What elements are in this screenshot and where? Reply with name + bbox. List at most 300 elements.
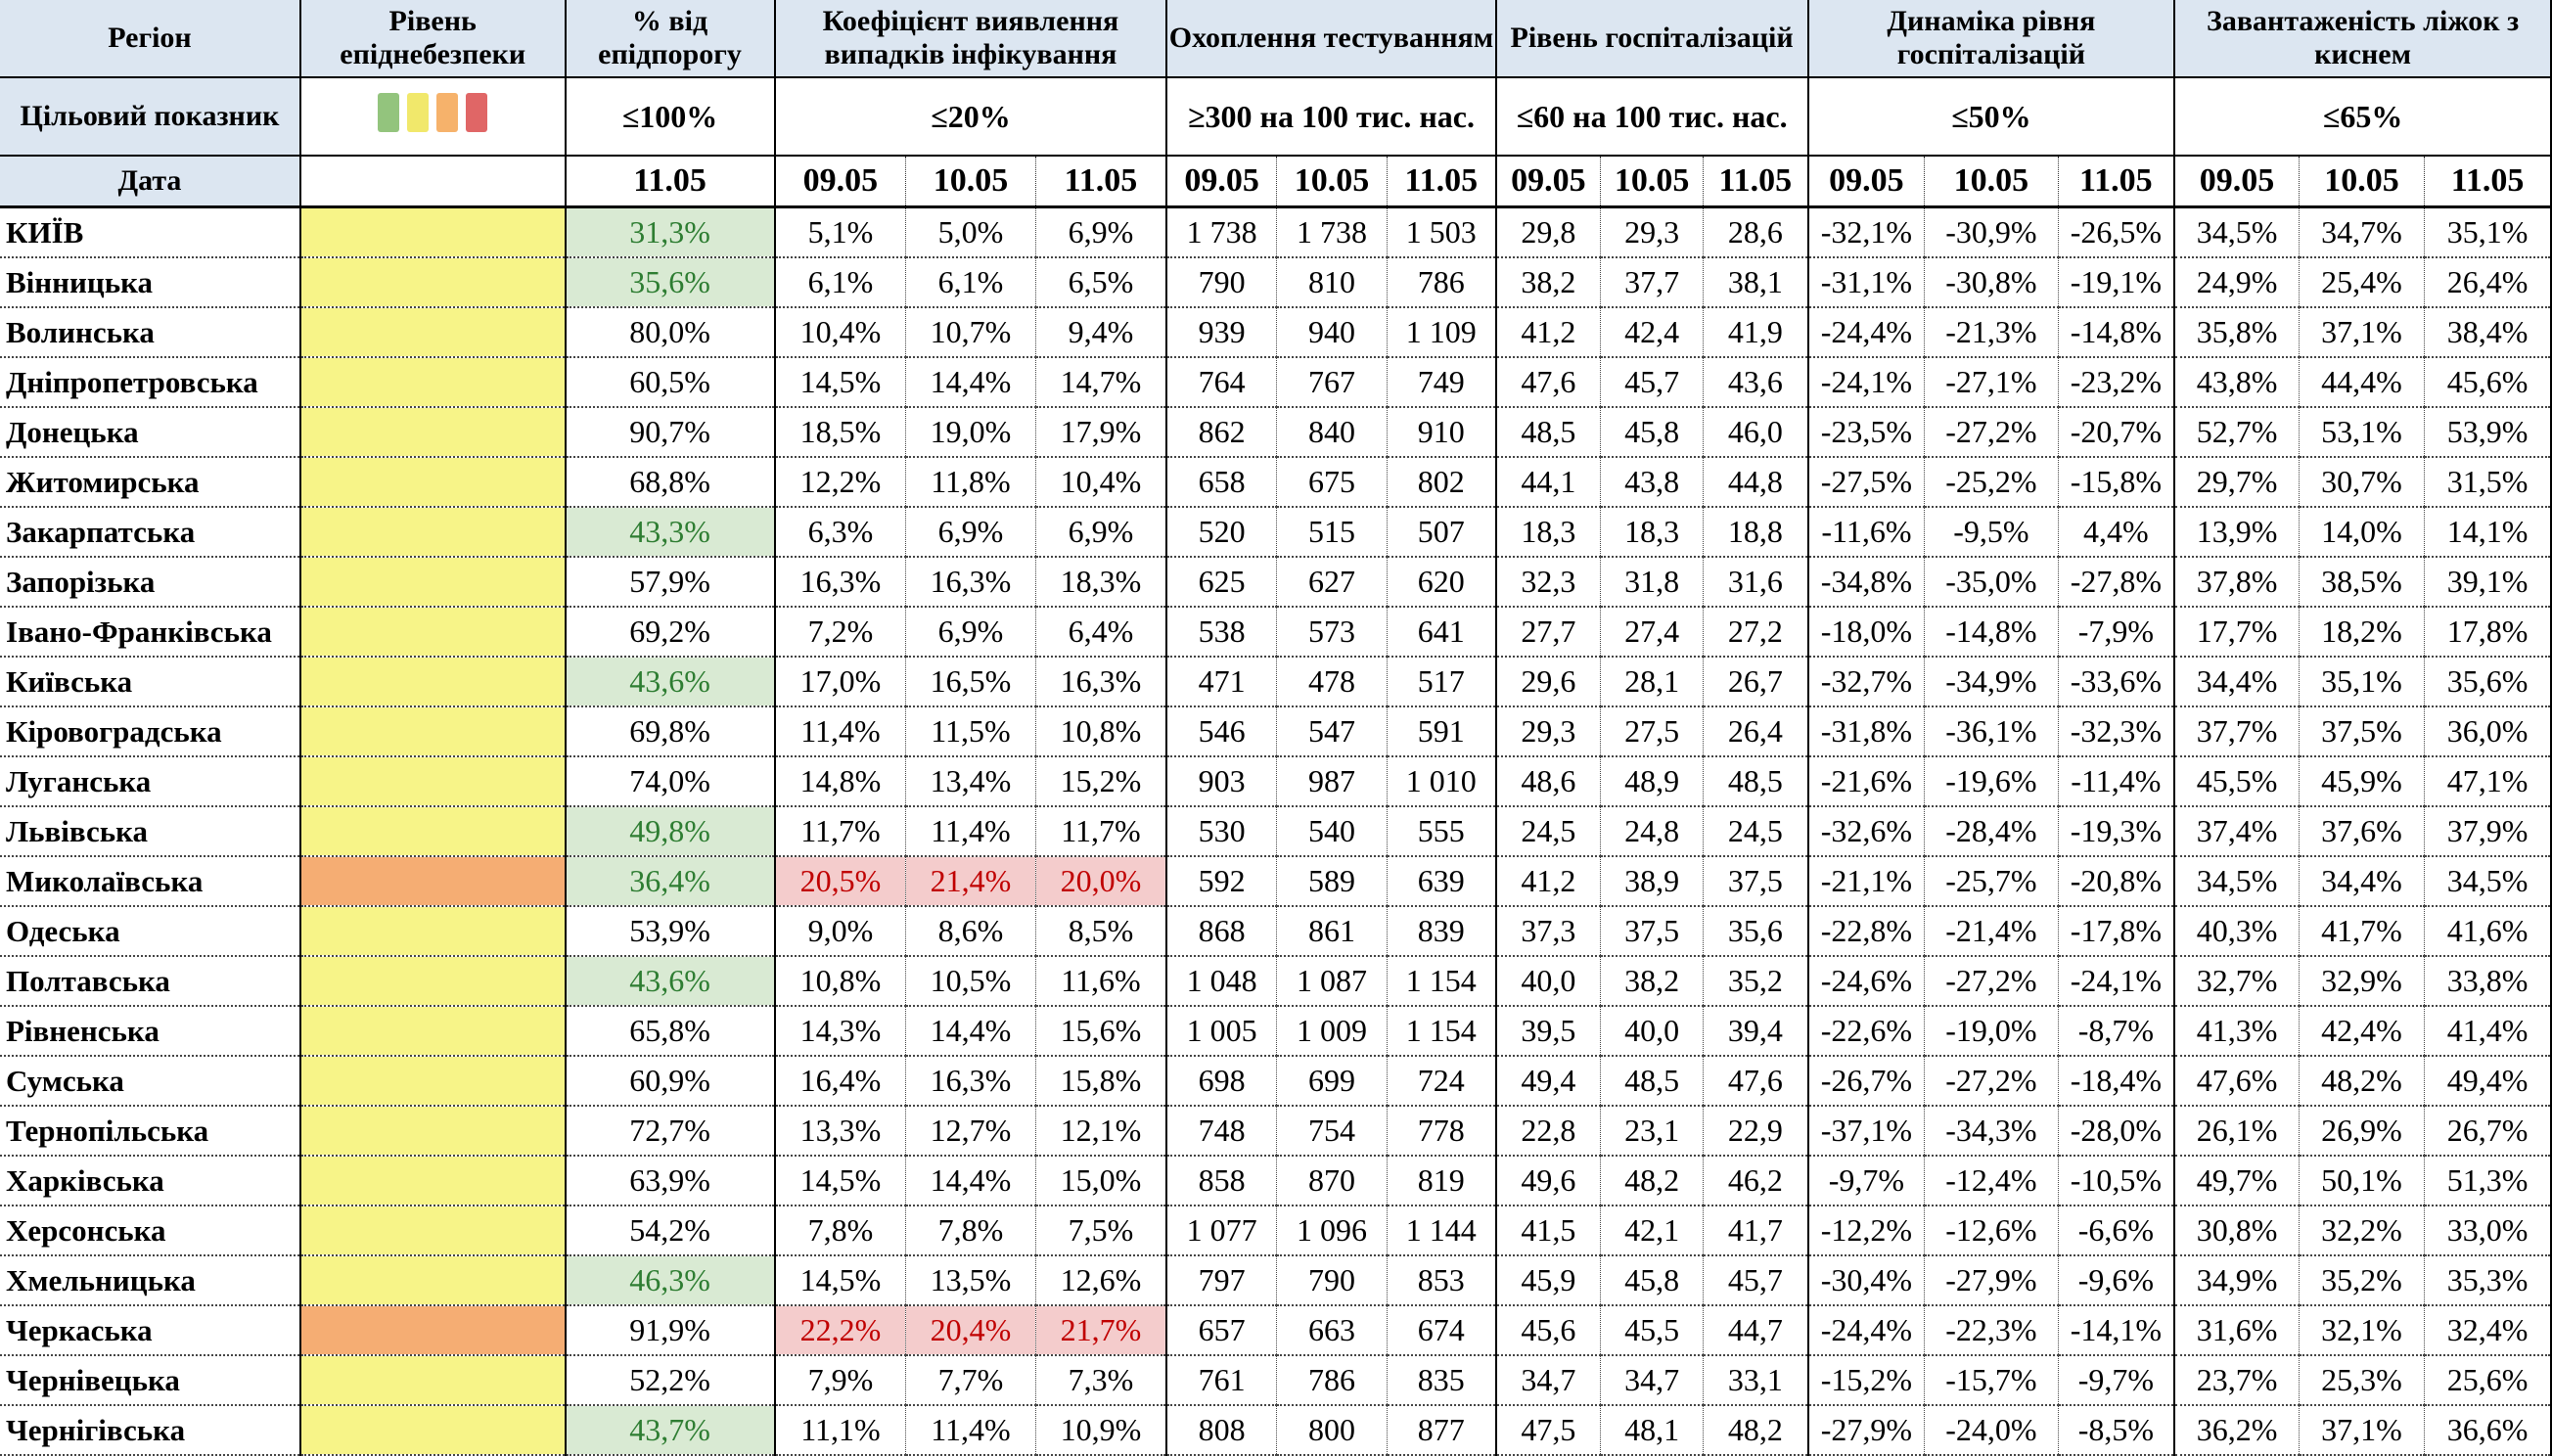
hosp-dyn-cell: -19,1% — [2058, 257, 2174, 307]
hosp-cell: 41,9 — [1704, 307, 1808, 357]
header-testing: Охоплення тестуванням — [1166, 0, 1495, 77]
hosp-dyn-cell: -24,1% — [1808, 357, 1925, 407]
oxygen-cell: 41,4% — [2425, 1006, 2551, 1056]
legend-swatch — [436, 93, 458, 132]
level-cell — [300, 706, 566, 756]
level-cell — [300, 756, 566, 806]
hosp-cell: 27,5 — [1601, 706, 1704, 756]
detection-cell: 18,5% — [775, 407, 906, 457]
hosp-dyn-cell: -26,7% — [1808, 1056, 1925, 1106]
testing-cell: 699 — [1276, 1056, 1387, 1106]
target-hosp-dyn: ≤50% — [1808, 77, 2175, 156]
detection-cell: 6,5% — [1035, 257, 1166, 307]
detection-cell: 12,6% — [1035, 1255, 1166, 1305]
testing-cell: 555 — [1388, 806, 1496, 856]
hosp-dyn-cell: -28,4% — [1925, 806, 2058, 856]
hosp-dyn-cell: -21,6% — [1808, 756, 1925, 806]
region-name: Чернігівська — [0, 1405, 300, 1455]
region-name: Херсонська — [0, 1206, 300, 1255]
testing-cell: 520 — [1166, 507, 1276, 557]
hosp-dyn-cell: -22,6% — [1808, 1006, 1925, 1056]
target-hosp: ≤60 на 100 тис. нас. — [1496, 77, 1808, 156]
table-row — [0, 207, 2551, 258]
pct-threshold-cell: 43,7% — [566, 1405, 775, 1455]
hosp-cell: 18,8 — [1704, 507, 1808, 557]
table-row — [0, 706, 2551, 756]
level-cell — [300, 856, 566, 906]
detection-cell: 11,4% — [906, 806, 1035, 856]
testing-cell: 858 — [1166, 1156, 1276, 1206]
oxygen-cell: 41,6% — [2425, 906, 2551, 956]
testing-cell: 839 — [1388, 906, 1496, 956]
detection-cell: 15,6% — [1035, 1006, 1166, 1056]
date-cell: 09.05 — [1166, 156, 1276, 207]
detection-cell: 7,8% — [775, 1206, 906, 1255]
hosp-dyn-cell: -27,2% — [1925, 1056, 2058, 1106]
hosp-cell: 49,4 — [1496, 1056, 1601, 1106]
hosp-cell: 47,6 — [1496, 357, 1601, 407]
hosp-cell: 37,5 — [1601, 906, 1704, 956]
testing-cell: 573 — [1276, 607, 1387, 657]
testing-cell: 625 — [1166, 557, 1276, 607]
oxygen-cell: 35,2% — [2299, 1255, 2424, 1305]
detection-cell: 5,1% — [775, 207, 906, 258]
detection-cell: 20,4% — [906, 1305, 1035, 1355]
region-name: Луганська — [0, 756, 300, 806]
hosp-dyn-cell: -15,7% — [1925, 1355, 2058, 1405]
pct-threshold-cell: 80,0% — [566, 307, 775, 357]
hosp-dyn-cell: -27,1% — [1925, 357, 2058, 407]
testing-cell: 724 — [1388, 1056, 1496, 1106]
testing-cell: 862 — [1166, 407, 1276, 457]
date-row — [0, 156, 2551, 207]
hosp-dyn-cell: -8,5% — [2058, 1405, 2174, 1455]
hosp-cell: 33,1 — [1704, 1355, 1808, 1405]
region-name: Дніпропетровська — [0, 357, 300, 407]
hosp-cell: 45,7 — [1601, 357, 1704, 407]
oxygen-cell: 53,1% — [2299, 407, 2424, 457]
table-row — [0, 1255, 2551, 1305]
oxygen-cell: 41,3% — [2174, 1006, 2299, 1056]
detection-cell: 15,0% — [1035, 1156, 1166, 1206]
pct-threshold-cell: 53,9% — [566, 906, 775, 956]
header-hosp-dyn: Динаміка рівня госпіталізацій — [1808, 0, 2175, 77]
hosp-dyn-cell: -32,6% — [1808, 806, 1925, 856]
detection-cell: 11,1% — [775, 1405, 906, 1455]
oxygen-cell: 25,4% — [2299, 257, 2424, 307]
detection-cell: 6,9% — [906, 607, 1035, 657]
detection-cell: 16,3% — [906, 1056, 1035, 1106]
hosp-cell: 27,4 — [1601, 607, 1704, 657]
table-row — [0, 1106, 2551, 1156]
testing-cell: 1 503 — [1388, 207, 1496, 258]
date-cell: 09.05 — [775, 156, 906, 207]
target-pct-threshold: ≤100% — [566, 77, 775, 156]
pct-threshold-cell: 43,6% — [566, 956, 775, 1006]
detection-cell: 6,1% — [906, 257, 1035, 307]
level-cell — [300, 1355, 566, 1405]
hosp-dyn-cell: -21,1% — [1808, 856, 1925, 906]
hosp-cell: 47,6 — [1704, 1056, 1808, 1106]
target-oxygen: ≤65% — [2174, 77, 2551, 156]
detection-cell: 11,8% — [906, 457, 1035, 507]
hosp-dyn-cell: -23,5% — [1808, 407, 1925, 457]
hosp-cell: 45,5 — [1601, 1305, 1704, 1355]
hosp-dyn-cell: -34,3% — [1925, 1106, 2058, 1156]
hosp-cell: 45,8 — [1601, 1255, 1704, 1305]
level-cell — [300, 1255, 566, 1305]
legend-swatch — [378, 93, 399, 132]
oxygen-cell: 35,6% — [2425, 657, 2551, 706]
table-row — [0, 257, 2551, 307]
pct-threshold-cell: 63,9% — [566, 1156, 775, 1206]
hosp-cell: 46,0 — [1704, 407, 1808, 457]
oxygen-cell: 37,4% — [2174, 806, 2299, 856]
table-row — [0, 507, 2551, 557]
table-row — [0, 906, 2551, 956]
header-detection: Коефіцієнт виявлення випадків інфікування — [775, 0, 1167, 77]
testing-cell: 1 738 — [1276, 207, 1387, 258]
testing-cell: 1 009 — [1276, 1006, 1387, 1056]
hosp-dyn-cell: -19,6% — [1925, 756, 2058, 806]
hosp-cell: 41,2 — [1496, 307, 1601, 357]
oxygen-cell: 35,1% — [2299, 657, 2424, 706]
testing-cell: 903 — [1166, 756, 1276, 806]
hosp-cell: 38,9 — [1601, 856, 1704, 906]
level-cell — [300, 457, 566, 507]
hosp-dyn-cell: -12,6% — [1925, 1206, 2058, 1255]
region-name: Одеська — [0, 906, 300, 956]
hosp-dyn-cell: -14,8% — [1925, 607, 2058, 657]
detection-cell: 11,7% — [1035, 806, 1166, 856]
detection-cell: 10,4% — [1035, 457, 1166, 507]
region-name: Сумська — [0, 1056, 300, 1106]
level-cell — [300, 507, 566, 557]
oxygen-cell: 47,6% — [2174, 1056, 2299, 1106]
hosp-dyn-cell: -25,7% — [1925, 856, 2058, 906]
testing-cell: 987 — [1276, 756, 1387, 806]
header-pct-threshold: % від епідпорогу — [566, 0, 775, 77]
hosp-cell: 29,6 — [1496, 657, 1601, 706]
detection-cell: 9,4% — [1035, 307, 1166, 357]
table-row — [0, 657, 2551, 706]
testing-cell: 861 — [1276, 906, 1387, 956]
testing-cell: 808 — [1166, 1405, 1276, 1455]
table-row — [0, 856, 2551, 906]
detection-cell: 5,0% — [906, 207, 1035, 258]
hosp-cell: 37,7 — [1601, 257, 1704, 307]
oxygen-cell: 41,7% — [2299, 906, 2424, 956]
oxygen-cell: 23,7% — [2174, 1355, 2299, 1405]
testing-cell: 620 — [1388, 557, 1496, 607]
hosp-dyn-cell: -30,4% — [1808, 1255, 1925, 1305]
testing-cell: 657 — [1166, 1305, 1276, 1355]
hosp-dyn-cell: -27,2% — [1925, 407, 2058, 457]
table-row — [0, 1206, 2551, 1255]
oxygen-cell: 49,7% — [2174, 1156, 2299, 1206]
testing-cell: 761 — [1166, 1355, 1276, 1405]
table-row — [0, 357, 2551, 407]
hosp-cell: 29,3 — [1496, 706, 1601, 756]
date-cell: 09.05 — [2174, 156, 2299, 207]
detection-cell: 10,7% — [906, 307, 1035, 357]
testing-cell: 530 — [1166, 806, 1276, 856]
detection-cell: 20,0% — [1035, 856, 1166, 906]
region-name: Вінницька — [0, 257, 300, 307]
oxygen-cell: 26,1% — [2174, 1106, 2299, 1156]
detection-cell: 7,3% — [1035, 1355, 1166, 1405]
table-row — [0, 806, 2551, 856]
hosp-cell: 24,5 — [1704, 806, 1808, 856]
region-name: Тернопільська — [0, 1106, 300, 1156]
testing-cell: 790 — [1166, 257, 1276, 307]
hosp-cell: 48,9 — [1601, 756, 1704, 806]
pct-threshold-cell: 46,3% — [566, 1255, 775, 1305]
table-row — [0, 956, 2551, 1006]
region-name: Полтавська — [0, 956, 300, 1006]
testing-cell: 819 — [1388, 1156, 1496, 1206]
oxygen-cell: 39,1% — [2425, 557, 2551, 607]
testing-cell: 764 — [1166, 357, 1276, 407]
date-cell: 11.05 — [2058, 156, 2174, 207]
hosp-cell: 49,6 — [1496, 1156, 1601, 1206]
level-cell — [300, 257, 566, 307]
hosp-dyn-cell: -18,4% — [2058, 1056, 2174, 1106]
hosp-cell: 44,1 — [1496, 457, 1601, 507]
oxygen-cell: 37,5% — [2299, 706, 2424, 756]
detection-cell: 10,4% — [775, 307, 906, 357]
date-cell: 11.05 — [1704, 156, 1808, 207]
detection-cell: 11,5% — [906, 706, 1035, 756]
hosp-cell: 38,2 — [1601, 956, 1704, 1006]
oxygen-cell: 40,3% — [2174, 906, 2299, 956]
testing-cell: 1 096 — [1276, 1206, 1387, 1255]
hosp-cell: 22,9 — [1704, 1106, 1808, 1156]
region-name: Івано-Франківська — [0, 607, 300, 657]
region-name: Черкаська — [0, 1305, 300, 1355]
hosp-dyn-cell: -37,1% — [1808, 1106, 1925, 1156]
pct-threshold-cell: 90,7% — [566, 407, 775, 457]
testing-cell: 478 — [1276, 657, 1387, 706]
hosp-cell: 48,6 — [1496, 756, 1601, 806]
level-cell — [300, 1305, 566, 1355]
level-cell — [300, 1206, 566, 1255]
table-row — [0, 1056, 2551, 1106]
detection-cell: 7,5% — [1035, 1206, 1166, 1255]
table-row — [0, 1156, 2551, 1206]
oxygen-cell: 35,8% — [2174, 307, 2299, 357]
hosp-dyn-cell: -10,5% — [2058, 1156, 2174, 1206]
testing-cell: 870 — [1276, 1156, 1387, 1206]
hosp-cell: 24,8 — [1601, 806, 1704, 856]
date-cell: 09.05 — [1808, 156, 1925, 207]
table-row — [0, 1006, 2551, 1056]
detection-cell: 14,5% — [775, 1255, 906, 1305]
region-name: Миколаївська — [0, 856, 300, 906]
date-cell: 10.05 — [1601, 156, 1704, 207]
region-name: Закарпатська — [0, 507, 300, 557]
oxygen-cell: 30,7% — [2299, 457, 2424, 507]
detection-cell: 14,4% — [906, 1156, 1035, 1206]
detection-cell: 16,4% — [775, 1056, 906, 1106]
oxygen-cell: 34,9% — [2174, 1255, 2299, 1305]
oxygen-cell: 14,1% — [2425, 507, 2551, 557]
hosp-cell: 26,7 — [1704, 657, 1808, 706]
hosp-dyn-cell: -6,6% — [2058, 1206, 2174, 1255]
detection-cell: 18,3% — [1035, 557, 1166, 607]
testing-cell: 840 — [1276, 407, 1387, 457]
testing-cell: 868 — [1166, 906, 1276, 956]
legend-swatch — [407, 93, 429, 132]
testing-cell: 627 — [1276, 557, 1387, 607]
oxygen-cell: 31,5% — [2425, 457, 2551, 507]
oxygen-cell: 36,0% — [2425, 706, 2551, 756]
date-cell: 10.05 — [1276, 156, 1387, 207]
table-row — [0, 457, 2551, 507]
pct-threshold-cell: 54,2% — [566, 1206, 775, 1255]
hosp-dyn-cell: -32,7% — [1808, 657, 1925, 706]
oxygen-cell: 24,9% — [2174, 257, 2299, 307]
oxygen-cell: 45,5% — [2174, 756, 2299, 806]
detection-cell: 11,4% — [775, 706, 906, 756]
pct-threshold-cell: 35,6% — [566, 257, 775, 307]
table-row — [0, 607, 2551, 657]
hosp-cell: 43,8 — [1601, 457, 1704, 507]
detection-cell: 7,7% — [906, 1355, 1035, 1405]
pct-threshold-cell: 91,9% — [566, 1305, 775, 1355]
oxygen-cell: 17,8% — [2425, 607, 2551, 657]
testing-cell: 675 — [1276, 457, 1387, 507]
hosp-cell: 48,2 — [1704, 1405, 1808, 1455]
hosp-dyn-cell: -27,9% — [1925, 1255, 2058, 1305]
region-name: Волинська — [0, 307, 300, 357]
testing-cell: 1 010 — [1388, 756, 1496, 806]
date-level-empty — [300, 156, 566, 207]
hosp-cell: 37,5 — [1704, 856, 1808, 906]
oxygen-cell: 36,2% — [2174, 1405, 2299, 1455]
level-cell — [300, 307, 566, 357]
oxygen-cell: 34,4% — [2174, 657, 2299, 706]
date-pct: 11.05 — [566, 156, 775, 207]
legend-swatch — [466, 93, 487, 132]
hosp-dyn-cell: -22,8% — [1808, 906, 1925, 956]
hosp-cell: 31,6 — [1704, 557, 1808, 607]
hosp-cell: 34,7 — [1496, 1355, 1601, 1405]
oxygen-cell: 44,4% — [2299, 357, 2424, 407]
hosp-dyn-cell: -26,5% — [2058, 207, 2174, 258]
detection-cell: 6,4% — [1035, 607, 1166, 657]
oxygen-cell: 38,4% — [2425, 307, 2551, 357]
testing-cell: 939 — [1166, 307, 1276, 357]
hosp-cell: 42,1 — [1601, 1206, 1704, 1255]
oxygen-cell: 18,2% — [2299, 607, 2424, 657]
testing-cell: 767 — [1276, 357, 1387, 407]
level-cell — [300, 407, 566, 457]
hosp-dyn-cell: -24,6% — [1808, 956, 1925, 1006]
hosp-cell: 26,4 — [1704, 706, 1808, 756]
level-cell — [300, 357, 566, 407]
hosp-cell: 42,4 — [1601, 307, 1704, 357]
header-hosp: Рівень госпіталізацій — [1496, 0, 1808, 77]
table-row — [0, 756, 2551, 806]
date-cell: 10.05 — [1925, 156, 2058, 207]
hosp-cell: 48,2 — [1601, 1156, 1704, 1206]
oxygen-cell: 32,9% — [2299, 956, 2424, 1006]
hosp-dyn-cell: -7,9% — [2058, 607, 2174, 657]
detection-cell: 21,7% — [1035, 1305, 1166, 1355]
header-region: Регіон — [0, 0, 300, 77]
oxygen-cell: 50,1% — [2299, 1156, 2424, 1206]
oxygen-cell: 42,4% — [2299, 1006, 2424, 1056]
pct-threshold-cell: 52,2% — [566, 1355, 775, 1405]
hosp-cell: 45,6 — [1496, 1305, 1601, 1355]
level-cell — [300, 906, 566, 956]
testing-cell: 802 — [1388, 457, 1496, 507]
level-legend-swatches — [378, 93, 487, 132]
hosp-dyn-cell: -31,1% — [1808, 257, 1925, 307]
oxygen-cell: 34,5% — [2425, 856, 2551, 906]
hosp-cell: 45,7 — [1704, 1255, 1808, 1305]
oxygen-cell: 37,1% — [2299, 1405, 2424, 1455]
detection-cell: 17,9% — [1035, 407, 1166, 457]
hosp-dyn-cell: -28,0% — [2058, 1106, 2174, 1156]
oxygen-cell: 31,6% — [2174, 1305, 2299, 1355]
detection-cell: 15,2% — [1035, 756, 1166, 806]
pct-threshold-cell: 65,8% — [566, 1006, 775, 1056]
detection-cell: 10,8% — [775, 956, 906, 1006]
hosp-cell: 24,5 — [1496, 806, 1601, 856]
hosp-dyn-cell: -33,6% — [2058, 657, 2174, 706]
date-cell: 11.05 — [2425, 156, 2551, 207]
hosp-cell: 48,5 — [1496, 407, 1601, 457]
testing-cell: 517 — [1388, 657, 1496, 706]
hosp-cell: 34,7 — [1601, 1355, 1704, 1405]
table-row — [0, 1405, 2551, 1455]
testing-cell: 591 — [1388, 706, 1496, 756]
hosp-dyn-cell: -9,6% — [2058, 1255, 2174, 1305]
detection-cell: 10,5% — [906, 956, 1035, 1006]
oxygen-cell: 13,9% — [2174, 507, 2299, 557]
hosp-dyn-cell: -14,1% — [2058, 1305, 2174, 1355]
level-cell — [300, 207, 566, 258]
hosp-cell: 41,7 — [1704, 1206, 1808, 1255]
detection-cell: 6,9% — [1035, 207, 1166, 258]
region-name: КИЇВ — [0, 207, 300, 258]
hosp-dyn-cell: -17,8% — [2058, 906, 2174, 956]
testing-cell: 790 — [1276, 1255, 1387, 1305]
hosp-cell: 38,1 — [1704, 257, 1808, 307]
testing-cell: 877 — [1388, 1405, 1496, 1455]
region-name: Кіровоградська — [0, 706, 300, 756]
oxygen-cell: 36,6% — [2425, 1405, 2551, 1455]
hosp-dyn-cell: -8,7% — [2058, 1006, 2174, 1056]
oxygen-cell: 34,4% — [2299, 856, 2424, 906]
pct-threshold-cell: 68,8% — [566, 457, 775, 507]
testing-cell: 674 — [1388, 1305, 1496, 1355]
hosp-dyn-cell: -12,4% — [1925, 1156, 2058, 1206]
hosp-cell: 45,9 — [1496, 1255, 1601, 1305]
hosp-dyn-cell: -27,9% — [1808, 1405, 1925, 1455]
oxygen-cell: 34,5% — [2174, 856, 2299, 906]
hosp-dyn-cell: -19,0% — [1925, 1006, 2058, 1056]
pct-threshold-cell: 60,5% — [566, 357, 775, 407]
oxygen-cell: 33,8% — [2425, 956, 2551, 1006]
oxygen-cell: 49,4% — [2425, 1056, 2551, 1106]
detection-cell: 8,6% — [906, 906, 1035, 956]
hosp-dyn-cell: -22,3% — [1925, 1305, 2058, 1355]
hosp-cell: 48,1 — [1601, 1405, 1704, 1455]
detection-cell: 12,2% — [775, 457, 906, 507]
